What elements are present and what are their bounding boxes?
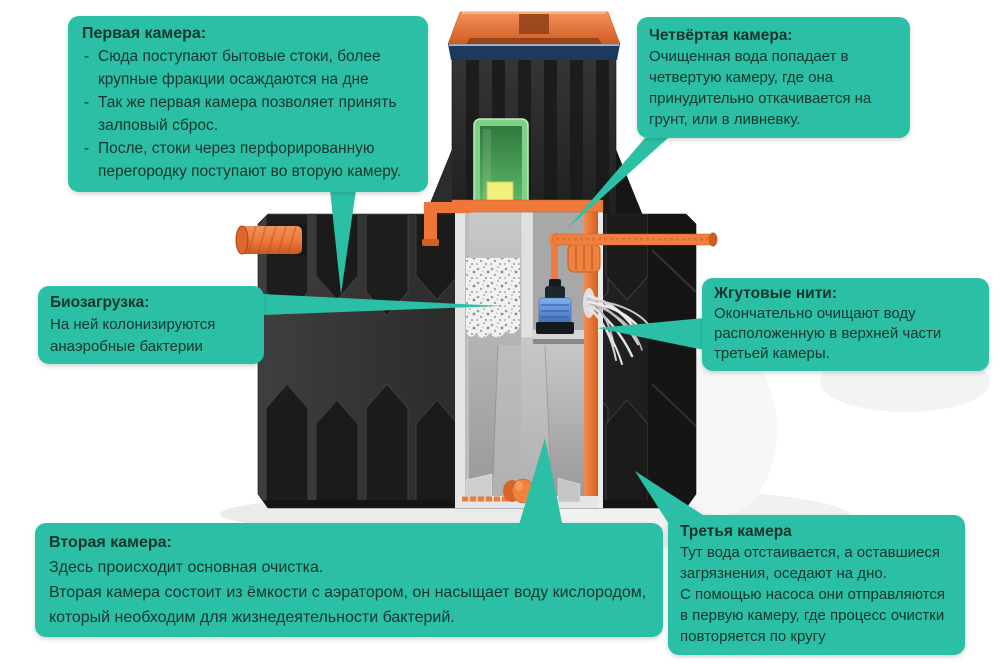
callout-title: Первая камера:: [82, 25, 207, 42]
outlet-pipe: [549, 233, 718, 248]
divider-wall: [521, 212, 533, 338]
callout-title: Жгутовые нити:: [714, 285, 837, 302]
callout-title: Биозагрузка:: [50, 294, 150, 311]
callout-title: Четвёртая камера:: [649, 27, 793, 44]
callout-title: Вторая камера:: [49, 534, 172, 551]
inlet-pipe: [236, 224, 306, 256]
tank-side-face: [648, 214, 696, 508]
list-item: - Сюда поступают бытовые стоки, более крупные фракции осаждаются на дне: [84, 48, 381, 88]
callout-bio-load: Биозагрузка: На ней колонизируются анаэробные бактерии: [38, 286, 264, 364]
callout-third-chamber: Третья камера Тут вода отстаивается, а оставшиеся загрязнения, оседают на дно. С помощью насоса они отправляются в первую камеру, где процесс очистки повторяется по кругу: [668, 515, 965, 655]
callout-rope-filaments: Жгутовые нити: Окончательно очищают воду расположенную в верхней части третьей камеры.: [702, 278, 989, 371]
list-item: - После, стоки через перфорированную перегородку поступают во вторую камеру.: [84, 140, 402, 180]
tank-lid: [448, 12, 620, 60]
callout-fourth-chamber: Четвёртая камера: Очищенная вода попадает в четвертую камеру, где она принудительно откачивается на грунт, или в ливневку.: [637, 17, 910, 138]
callout-second-chamber: Вторая камера: Здесь происходит основная очистка. Вторая камера состоит из ёмкости с аэратором, он насыщает воду кислородом, который необходим для жизнедеятельности бактерий.: [35, 523, 663, 637]
callout-first-chamber: [68, 16, 428, 192]
cutaway-top-pipe: [452, 200, 603, 212]
check-valve: [568, 244, 600, 272]
bio-media: [466, 258, 520, 338]
green-float-chamber: [474, 119, 528, 213]
list-item: - Так же первая камера позволяет принять залповый сброс.: [84, 94, 397, 134]
callout-title: Третья камера: [680, 523, 792, 540]
